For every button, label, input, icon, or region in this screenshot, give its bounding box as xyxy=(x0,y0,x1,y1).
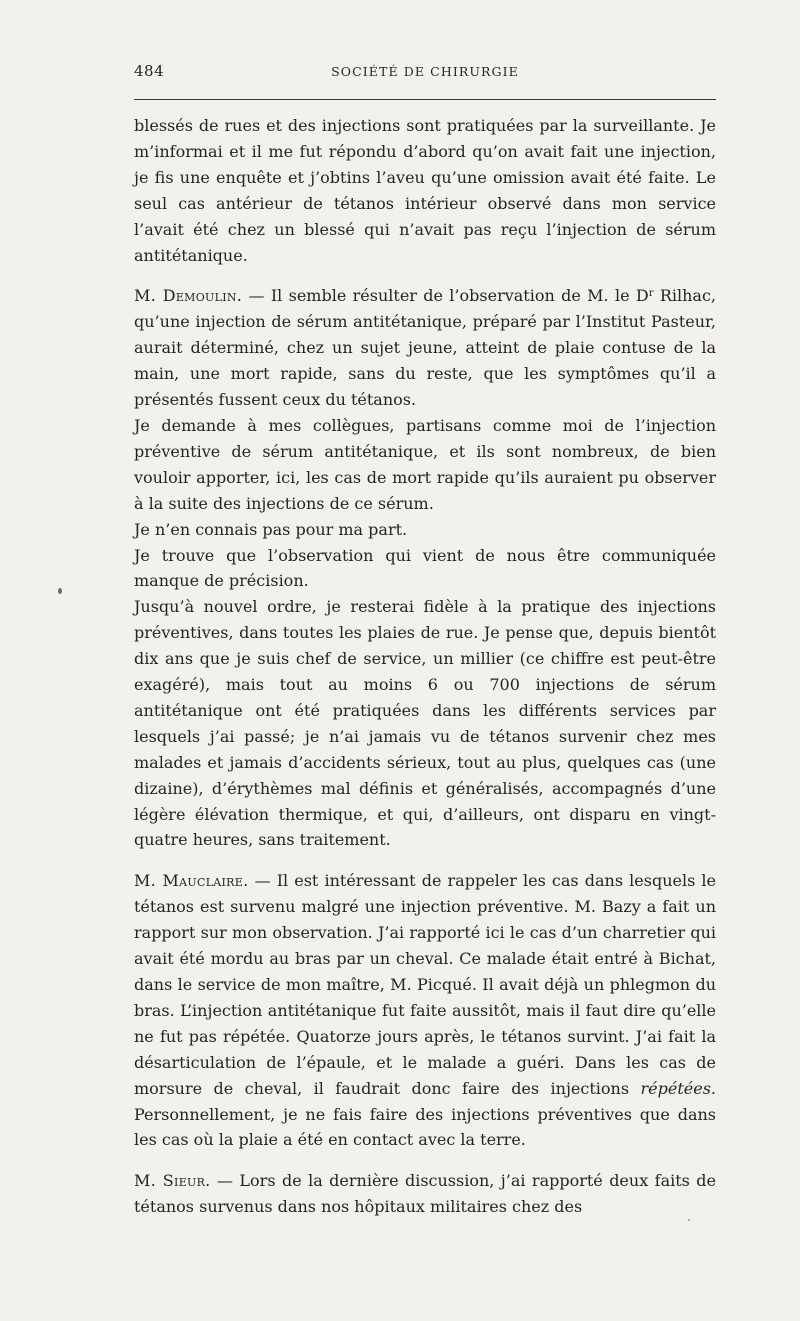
doctor-superscript: r xyxy=(648,288,654,300)
italic-repetees: répétées. xyxy=(640,1078,716,1098)
paragraph-demoulin xyxy=(134,283,716,413)
page-header xyxy=(134,62,716,86)
paragraph-mauclaire-text-pre: — Il est intéressant de rappeler les cas dans lesquels le tétanos est survenu malgré une injection préventive. M. Bazy a fait un rapport sur mon observation. J’ai rapporté ici le cas d’un charretier qui avait été mordu au bras par un cheval. Ce malade était entré à Bichat, dans le service de mon maître, M. Picqué. Il avait déjà un phlegmon du bras. L’injection antitétanique fut faite aussitôt, mais il faut dire qu’elle ne fut pas répétée. Quatorze jours après, le tétanos survint. J’ai fait la désarticulation de l’épaule, et le malade a guéri. Dans les cas de morsure de cheval, il faudrait donc faire des injections xyxy=(134,871,716,1098)
speaker-name-mauclaire: M. Mauclaire. xyxy=(134,871,249,891)
margin-speck-small xyxy=(688,1219,690,1221)
paragraph-nouvel-ordre: Jusqu’à nouvel ordre, je resterai fidèle à la pratique des injections préventives, dans toutes les plaies de rue. Je pense que, depuis bientôt dix ans que je suis chef de service, un millier (ce chiffre est peut-être exagéré), mais tout au moins 6 ou 700 injections de sérum antitétanique ont été pratiquées dans les différents services par lesquels j’ai passé; je n’ai jamais vu de tétanos survenir chez mes malades et jamais d’accidents sérieux, tout au plus, quelques cas (une dizaine), d’érythèmes mal définis et généralisés, accompagnés d’une légère élévation thermique, et qui, d’ailleurs, ont disparu en vingt-quatre heures, sans traitement. xyxy=(134,597,716,850)
page-number: 484 xyxy=(134,62,165,80)
header-rule xyxy=(134,99,716,100)
paragraph-mauclaire-text-post: Personnellement, je ne fais faire des injections préventives que dans les cas où la plaie a été en contact avec la terre. xyxy=(134,1104,716,1150)
paragraph-sieur-text: — Lors de la dernière discussion, j’ai rapporté deux faits de tétanos survenus dans nos hôpitaux militaires chez des xyxy=(134,1171,717,1217)
paragraph-sieur xyxy=(134,1168,716,1220)
paragraph-surveillante: blessés de rues et des injections sont pratiquées par la surveillante. Je m’informai et il me fut répondu d’abord qu’on avait fait une injection, je fis une enquête et j’obtins l’aveu qu’une omission avait été faite. Le seul cas antérieur de tétanos intérieur observé dans mon service l’avait été chez un blessé qui n’avait pas reçu l’injection de sérum antitétanique. xyxy=(134,116,716,265)
margin-speck xyxy=(58,588,62,594)
running-title: SOCIÉTÉ DE CHIRURGIE xyxy=(331,64,519,79)
paragraph-precision: Je trouve que l’observation qui vient de nous être communiquée manque de précision. xyxy=(134,545,716,591)
speaker-name-demoulin: M. Demoulin. xyxy=(134,286,243,306)
paragraph-demoulin-text-pre: — Il semble résulter de l’observation de M. le D xyxy=(242,286,649,306)
paragraph-demoulin-text-post: Rilhac, qu’une injection de sérum antitétanique, préparé par l’Institut Pasteur, aurait déterminé, chez un sujet jeune, atteint de plaie contuse de la main, une mort rapide, sans du reste, que les symptômes qu’il a présentés fussent ceux du tétanos. xyxy=(134,286,717,410)
body-text xyxy=(134,113,716,1220)
paragraph-mauclaire xyxy=(134,868,716,1153)
speaker-name-sieur: M. Sieur. xyxy=(134,1171,211,1191)
paragraph-demande: Je demande à mes collègues, partisans comme moi de l’injection préventive de sérum antitétanique, et ils sont nombreux, de bien vouloir apporter, ici, les cas de mort rapide qu’ils auraient pu observer à la suite des injections de ce sérum. xyxy=(134,415,716,513)
paragraph-connais: Je n’en connais pas pour ma part. xyxy=(134,519,408,539)
